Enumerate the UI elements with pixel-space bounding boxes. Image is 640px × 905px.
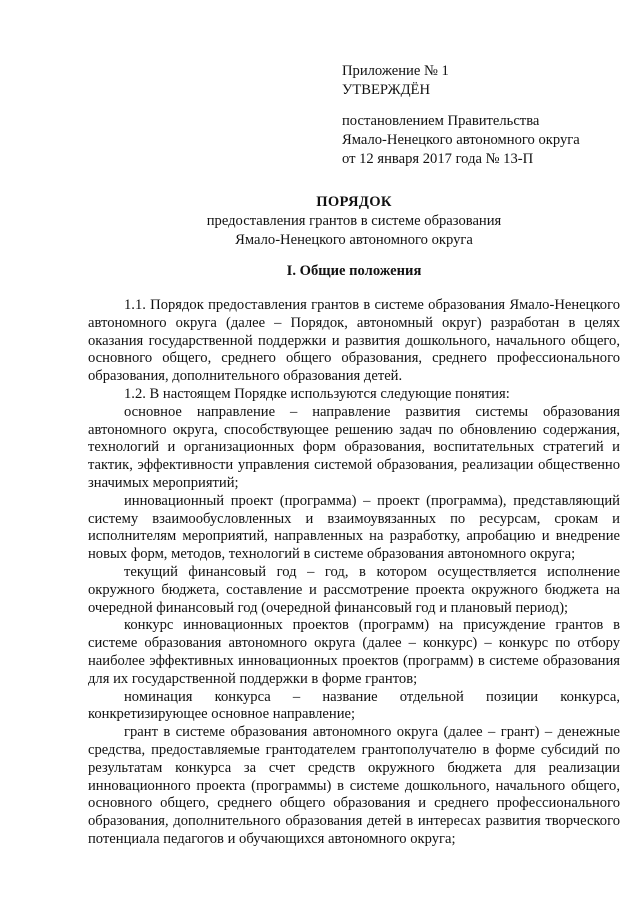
paragraph-1-2: 1.2. В настоящем Порядке используются следующие понятия: [124, 385, 510, 402]
approval-stamp [342, 62, 622, 169]
document-subtitle-line-2: Ямало-Ненецкого автономного округа [235, 232, 473, 248]
document-title-block [88, 193, 620, 250]
paragraph-1-1: 1.1. Порядок предоставления грантов в системе образования Ямало-Ненецкого автономного округа (далее – Порядок, автономный округ) разработан в целях оказания государственной поддержки и развития дошкольного, начального общего, основного общего, среднего общего образования, среднего профессионального образования, дополнительного образования детей. [88, 297, 620, 385]
section-heading: I. Общие положения [286, 263, 422, 279]
approved-label: УТВЕРЖДЁН [342, 82, 430, 98]
approval-date-line: от 12 января 2017 года № 13-П [342, 151, 534, 167]
approved-by-line: постановлением Правительства [342, 113, 540, 129]
definition-innovation-project: инновационный проект (программа) – проект (программа), представляющий систему взаимообусловленных и взаимоувязанных по ресурсам, срокам и исполнителям мероприятий, направленных на разработку, апробацию и внедрение новых форм, методов, технологий в системе образования автономного округа; [88, 492, 620, 563]
document-subtitle-line-1: предоставления грантов в системе образования [206, 213, 502, 229]
authority-line: Ямало-Ненецкого автономного округа [342, 132, 580, 148]
document-title: ПОРЯДОК [316, 194, 392, 210]
definition-competition: конкурс инновационных проектов (программ) на присуждение грантов в системе образования автономного округа (далее – конкурс) – конкурс по отбору наиболее эффективных инновационных проектов (программ) в системе образования для их государственной поддержки в форме грантов; [88, 617, 620, 687]
definition-nomination: номинация конкурса – название отдельной позиции конкурса, конкретизирующее основное направление; [88, 688, 620, 723]
definition-grant: грант в системе образования автономного округа (далее – грант) – денежные средства, предоставляемые грантодателем грантополучателю в форме субсидий по результатам конкурса за счет средств окружного бюджета для реализации инновационного проекта (программы) в системе дошкольного, начального общего, основного общего, среднего общего образования и среднего профессионального образования, дополнительного образования детей в интересах развития творческого потенциала педагогов и обучающихся автономного округа; [88, 724, 620, 847]
definition-main-direction: основное направление – направление развития системы образования автономного округа, способствующее решению задач по обновлению содержания, технологий и организационных форм образования, воспитательных стратегий и тактик, эффективности управления системой образования, реализации общественно значимых мероприятий; [88, 403, 620, 491]
definition-fiscal-year: текущий финансовый год – год, в котором осуществляется исполнение окружного бюджета, составление и рассмотрение проекта окружного бюджета на очередной финансовый год (очередной финансовый год и плановый период); [88, 563, 620, 616]
section-body [88, 297, 620, 849]
appendix-number: Приложение № 1 [342, 63, 449, 79]
